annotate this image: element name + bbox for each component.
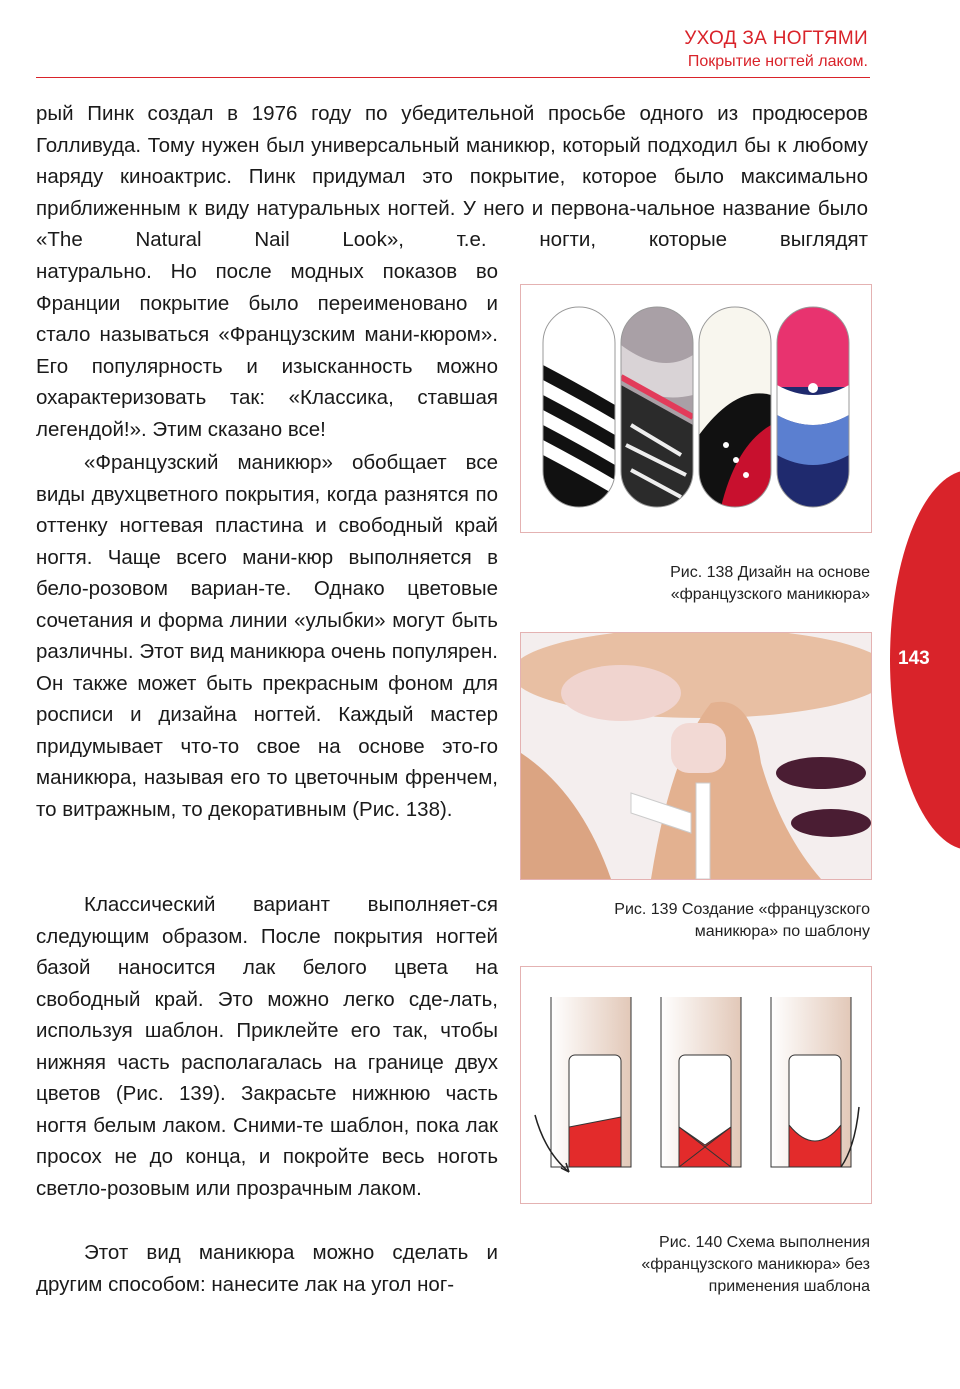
nail-stripes [543, 307, 615, 507]
caption-fig-139 [530, 899, 870, 943]
caption-fig-138 [530, 562, 870, 606]
caption-fig-140-line1: Рис. 140 Схема выполнения [659, 1234, 870, 1251]
caption-fig-140-line2: «французского маникюра» без [641, 1256, 870, 1273]
header-rule [36, 77, 870, 78]
nail-marble [621, 307, 693, 507]
paragraph-5: Этот вид маникюра можно сделать и другим способом: нанесите лак на угол ног- [36, 1241, 498, 1296]
figure-nail-designs [520, 284, 872, 533]
figure-french-scheme [520, 966, 872, 1204]
paragraph-3: «Французский маникюр» обобщает все виды двухцветного покрытия, когда разнятся по оттенку ногтевая пластина и свободный край ногтя. Чаще всего мани-кюр выполняется в бело-розовом вариан-те. Однако цветовые сочетания и форма линии «улыбки» могут быть различны. Этот вид маникюра очень популярен. Он также может быть прекрасным фоном для росписи и дизайна ногтей. Каждый мастер придумывает что-то свое на основе это-го маникюра, называя его то цветочным френчем, то витражным, то декоративным (Рис. 138). [36, 451, 498, 821]
caption-fig-138-line2: «французского маникюра» [670, 586, 870, 603]
caption-fig-139-line1: Рис. 139 Создание «французского [614, 901, 870, 918]
subsection-title: Покрытие ногтей лаком. [687, 53, 868, 70]
nail-tricolor [777, 307, 849, 507]
nail-dots [699, 307, 771, 507]
french-scheme-illustration [521, 967, 871, 1203]
page-number: 143 [898, 648, 930, 669]
nail-designs-illustration [521, 285, 871, 532]
figure-template-photo [520, 632, 872, 880]
running-head [684, 28, 868, 71]
caption-fig-139-line2: маникюра» по шаблону [694, 923, 870, 940]
paragraph-4: Классический вариант выполняет-ся следующим образом. После покрытия ногтей базой наносится лак белого цвета на свободный край. Это можно легко сде-лать, используя шаблон. Приклейте его так, чтобы нижняя часть располагалась на границе двух цветов (Рис. 139). Закрасьте нижнюю часть ногтя белым лаком. Сними-те шаблон, пока лак просох не до конца, и покройте весь ноготь светло-розовым или прозрачным лаком. [36, 893, 498, 1200]
caption-fig-138-line1: Рис. 138 Дизайн на основе [670, 564, 870, 581]
template-photo-illustration [521, 633, 871, 879]
scheme-nail-3 [771, 997, 859, 1167]
caption-fig-140 [530, 1232, 870, 1298]
scheme-nail-1 [535, 997, 631, 1172]
caption-fig-140-line3: применения шаблона [708, 1278, 870, 1295]
paragraph-1: рый Пинк создал в 1976 году по убедительной просьбе одного из продюсеров Голливуда. Тому нужен был универсальный маникюр, который подходил бы к любому наряду киноактрис. Пинк придумал это покрытие, которое было максимально приближенным к виду натуральных ногтей. У него и первона-чальное название было «The Natural Nail Look», т.е. ногти, которые выглядят [36, 102, 868, 251]
paragraph-2: натурально. Но после модных показов во Франции покрытие было переименовано и стало называться «Французским мани-кюром». Его популярность и изысканность можно охарактеризовать так: «Классика, ставшая легендой!». Этим сказано все! [36, 260, 498, 441]
scheme-nail-2 [661, 997, 741, 1167]
section-title: УХОД ЗА НОГТЯМИ [684, 28, 868, 49]
